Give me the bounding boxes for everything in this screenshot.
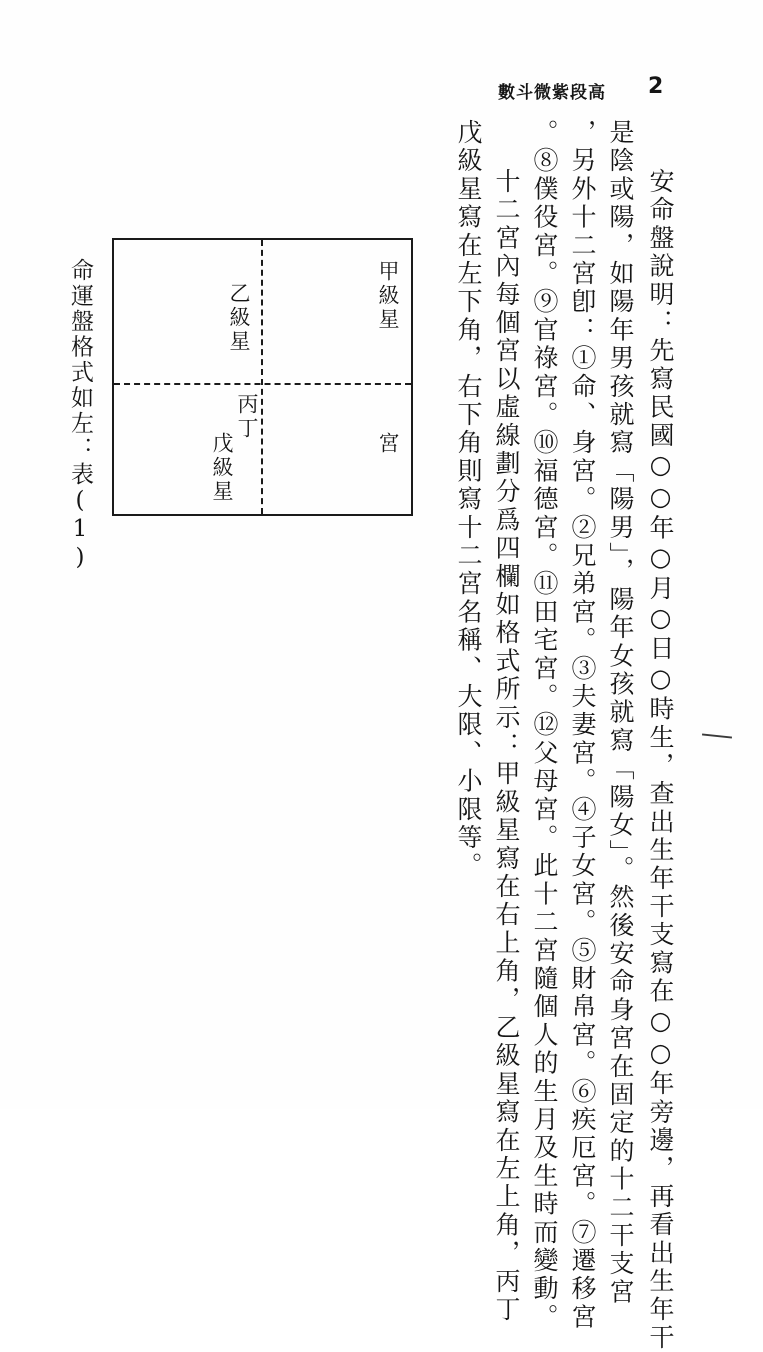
text-column-1: 安命盤說明：先寫民國○○年○月○日○時生，查出生年干支寫在○○年旁邊，再看出生年干 — [646, 168, 675, 1352]
figure-caption: 命運盤格式如左：表(1) — [67, 258, 93, 573]
text-column-3: ，另外十二宮卽：①命、身宮。②兄弟宮。③夫妻宮。④子女宮。⑤財帛宮。⑥疾厄宮。⑦遷移宮 — [568, 119, 597, 1332]
cell-bottom-left-label-line2: 戊級星 — [210, 432, 234, 504]
horizontal-dashed-divider — [114, 383, 411, 385]
cell-top-left-label: 乙級星 — [227, 282, 251, 354]
cell-bottom-right-label: 宮 — [376, 432, 400, 456]
cell-top-right-label: 甲級星 — [376, 260, 400, 332]
text-column-4: 。⑧僕役宮。⑨官祿宮。⑩福德宮。⑪田宅宮。⑫父母宮。此十二宮隨個人的生月及生時而變動。 — [530, 119, 559, 1332]
scan-stray-mark — [702, 733, 732, 738]
text-column-2: 是陰或陽，如陽年男孩就寫「陽男」，陽年女孩就寫「陽女」。然後安命身宮在固定的十二干支宮 — [606, 119, 635, 1307]
palace-format-diagram — [112, 238, 413, 516]
running-header-title: 數斗微紫段高 — [498, 83, 606, 103]
vertical-dashed-divider — [261, 240, 263, 514]
cell-bottom-left-label-line1: 丙丁 — [235, 393, 259, 441]
text-column-6: 戊級星寫在左下角，右下角則寫十二宮名稱、大限、小限等。 — [454, 119, 483, 881]
text-column-5: 十二宮內每個宮以虛線劃分爲四欄如格式所示：甲級星寫在右上角，乙級星寫在左上角，丙丁 — [492, 168, 521, 1325]
page-number: 2 — [648, 74, 664, 99]
